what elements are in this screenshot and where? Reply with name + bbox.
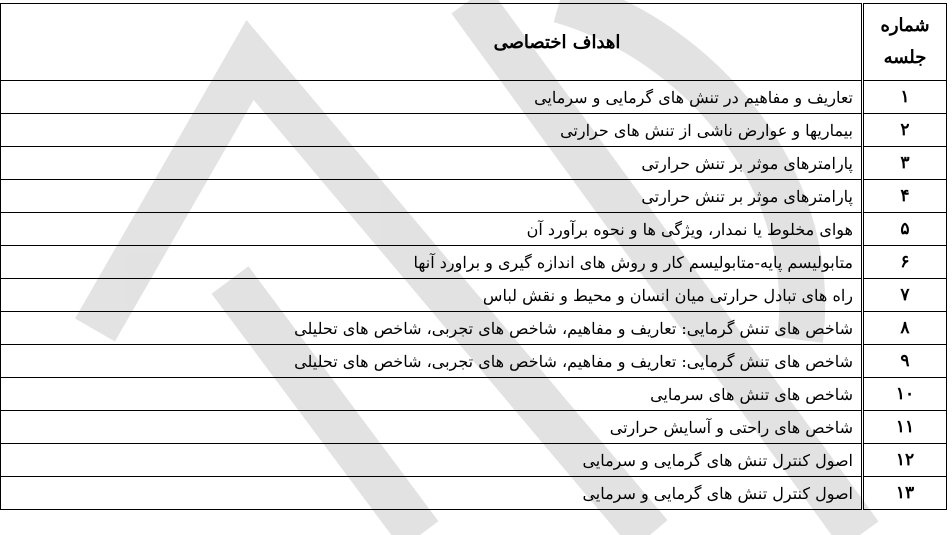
table-row [1,279,947,312]
session-number: ۶ [863,246,947,279]
table-row [1,180,947,213]
table-row [1,213,947,246]
table-row [1,444,947,477]
session-number: ۱۲ [863,444,947,477]
session-objective: اصول کنترل تنش های گرمایی و سرمایی [1,477,863,510]
session-number: ۵ [863,213,947,246]
session-number: ۹ [863,345,947,378]
session-objective: پارامترهای موثر بر تنش حرارتی [1,147,863,180]
session-objective: اصول کنترل تنش های گرمایی و سرمایی [1,444,863,477]
session-objective: پارامترهای موثر بر تنش حرارتی [1,180,863,213]
session-number: ۲ [863,114,947,147]
session-objective: شاخص های تنش گرمایی: تعاریف و مفاهیم، شاخص های تجربی، شاخص های تحلیلی [1,345,863,378]
table-row [1,345,947,378]
session-objective: شاخص های تنش های سرمایی [1,378,863,411]
session-objective: بیماریها و عوارض ناشی از تنش های حرارتی [1,114,863,147]
table-row [1,411,947,444]
table-row [1,81,947,114]
session-objective: هوای مخلوط یا نمدار، ویژگی ها و نحوه برآورد آن [1,213,863,246]
session-objective: راه های تبادل حرارتی میان انسان و محیط و نقش لباس [1,279,863,312]
session-objective: متابولیسم پایه-متابولیسم کار و روش های اندازه گیری و براورد آنها [1,246,863,279]
table-row [1,378,947,411]
session-objective: شاخص های تنش گرمایی: تعاریف و مفاهیم، شاخص های تجربی، شاخص های تحلیلی [1,312,863,345]
session-number: ۷ [863,279,947,312]
table-header-row [1,4,947,81]
header-session-number: شماره جلسه [863,4,947,81]
session-objective: تعاریف و مفاهیم در تنش های گرمایی و سرمایی [1,81,863,114]
table-row [1,312,947,345]
course-sessions-table [0,3,947,510]
session-number: ۴ [863,180,947,213]
header-objectives: اهداف اختصاصی [1,4,863,81]
session-number: ۱۱ [863,411,947,444]
session-number: ۳ [863,147,947,180]
table-row [1,147,947,180]
session-number: ۱ [863,81,947,114]
table-row [1,477,947,510]
session-number: ۱۰ [863,378,947,411]
session-number: ۸ [863,312,947,345]
table-row [1,246,947,279]
table-row [1,114,947,147]
session-objective: شاخص های راحتی و آسایش حرارتی [1,411,863,444]
session-number: ۱۳ [863,477,947,510]
